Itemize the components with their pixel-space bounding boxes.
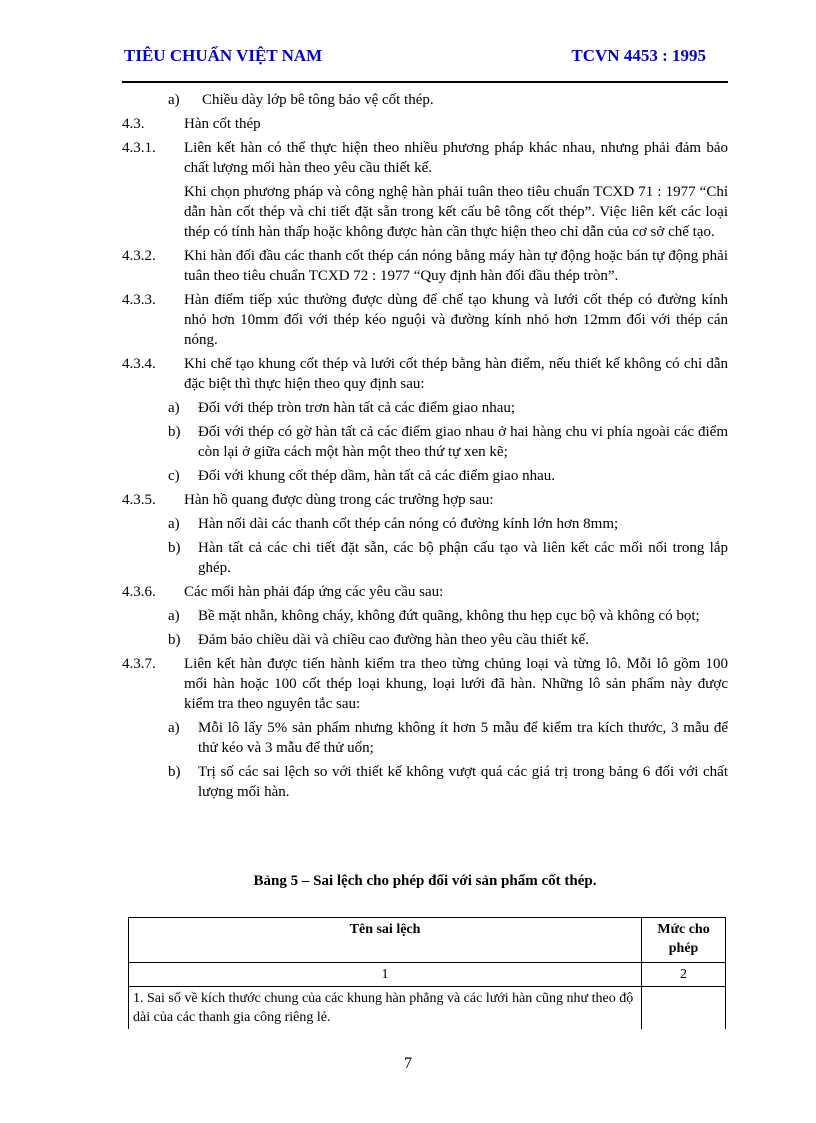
list-item (168, 90, 728, 110)
item-label: b) (168, 540, 181, 556)
page-number: 7 (404, 1055, 412, 1072)
clause-4-3-7 (122, 654, 728, 714)
item-text: Bề mặt nhẵn, không cháy, không đứt quãng, không thu hẹp cục bộ và không có bọt; (198, 608, 700, 624)
clause-4-3-3 (122, 290, 728, 350)
item-text: Hàn nối dài các thanh cốt thép cán nóng có đường kính lớn hơn 8mm; (198, 516, 619, 532)
table-title: Bảng 5 – Sai lệch cho phép đối với sản phẩm cốt thép. (253, 873, 597, 889)
list-item (168, 762, 728, 802)
page-header (122, 43, 728, 83)
item-text: Đối với khung cốt thép dầm, hàn tất cả các điểm giao nhau. (198, 468, 555, 484)
item-text: Hàn tất cả các chi tiết đặt sẵn, các bộ phận cấu tạo và liên kết các mối nối trong lắp ghép. (198, 540, 728, 576)
list-item (168, 514, 728, 534)
column-number: 1 (129, 963, 642, 987)
clause-text: Khi chế tạo khung cốt thép và lưới cốt thép bằng hàn điểm, nếu thiết kế không có chỉ dẫn đặc biệt thì thực hiện theo quy định sau: (184, 356, 728, 392)
table-cell (642, 987, 726, 1030)
column-number-row (129, 963, 726, 987)
item-label: a) (168, 400, 180, 416)
clause-number: 4.3.1. (122, 140, 156, 156)
list-item (168, 466, 728, 486)
table-header-cell: Mức cho phép (642, 918, 726, 963)
clause-text: Hàn hồ quang được dùng trong các trường hợp sau: (184, 492, 494, 508)
item-label: b) (168, 764, 181, 780)
table-header-row (129, 918, 726, 963)
clause-text: Các mối hàn phải đáp ứng các yêu cầu sau: (184, 584, 444, 600)
list-item (168, 398, 728, 418)
clause-4-3-4 (122, 354, 728, 394)
clause-4-3-6 (122, 582, 728, 602)
list-item (168, 606, 728, 626)
clause-text: Hàn điểm tiếp xúc thường được dùng để chế tạo khung và lưới cốt thép có đường kính nhỏ hơn 10mm đối với thép kéo nguội và đường kính nhỏ hơn 12mm đối với thép cán nóng. (184, 292, 728, 348)
clause-continuation: Khi chọn phương pháp và công nghệ hàn phải tuân theo tiêu chuẩn TCXD 71 : 1977 “Chỉ dẫn hàn cốt thép và chi tiết đặt sẵn trong kết cấu bê tông cốt thép”. Việc liên kết các loại thép có tính hàn thấp hoặc không được hàn cần thực hiện theo chỉ dẫn của cơ sở chế tạo. (184, 184, 728, 240)
section-title: Hàn cốt thép (184, 116, 261, 132)
clause-4-3-5 (122, 490, 728, 510)
item-label: b) (168, 632, 181, 648)
clause-number: 4.3.7. (122, 656, 156, 672)
clause-text: Liên kết hàn có thể thực hiện theo nhiều phương pháp khác nhau, nhưng phải đảm bảo chất lượng mối hàn theo yêu cầu thiết kế. (184, 140, 728, 176)
item-label: c) (168, 468, 180, 484)
clause-4-3-1 (122, 138, 728, 178)
table-header-cell: Tên sai lệch (129, 918, 642, 963)
item-text: Mỗi lô lấy 5% sản phẩm nhưng không ít hơn 5 mẫu để kiểm tra kích thước, 3 mẫu để thử kéo và 3 mẫu để thử uốn; (198, 720, 728, 756)
item-label: b) (168, 424, 181, 440)
item-label: a) (168, 608, 180, 624)
document-body (122, 90, 728, 806)
section-heading (122, 114, 728, 134)
list-item (168, 422, 728, 462)
item-label: a) (168, 516, 180, 532)
column-number: 2 (642, 963, 726, 987)
item-text: Chiều dày lớp bê tông bảo vệ cốt thép. (202, 92, 434, 108)
item-text: Đối với thép có gờ hàn tất cả các điểm giao nhau ở hai hàng chu vi phía ngoài các điểm còn lại ở giữa cách một hàn một theo thứ tự xen kẽ; (198, 424, 728, 460)
item-text: Đối với thép tròn trơn hàn tất cả các điểm giao nhau; (198, 400, 516, 416)
section-number: 4.3. (122, 116, 145, 132)
list-item (168, 718, 728, 758)
standard-code: TCVN 4453 : 1995 (571, 46, 706, 65)
clause-number: 4.3.5. (122, 492, 156, 508)
item-label: a) (168, 720, 180, 736)
clause-number: 4.3.4. (122, 356, 156, 372)
clause-text: Liên kết hàn được tiến hành kiểm tra theo từng chủng loại và từng lô. Mỗi lô gồm 100 mối hàn hoặc 100 cốt thép loại khung, loại lưới đã hàn. Những lô sản phẩm này được kiểm tra theo nguyên tắc sau: (184, 656, 728, 712)
table-cell: 1. Sai số về kích thước chung của các khung hàn phẳng và các lưới hàn cũng như theo độ dài của các thanh gia công riêng lẻ. (129, 987, 642, 1030)
list-item (168, 538, 728, 578)
clause-text: Khi hàn đối đầu các thanh cốt thép cán nóng bằng máy hàn tự động hoặc bán tự động phải tuân theo tiêu chuẩn TCXD 72 : 1977 “Quy định hàn đối đầu thép tròn”. (184, 248, 728, 284)
clause-number: 4.3.2. (122, 248, 156, 264)
clause-number: 4.3.3. (122, 292, 156, 308)
table-row (129, 987, 726, 1030)
item-text: Đảm bảo chiều dài và chiều cao đường hàn theo yêu cầu thiết kế. (198, 632, 589, 648)
item-text: Trị số các sai lệch so với thiết kế không vượt quá các giá trị trong bảng 6 đối với chất lượng mối hàn. (198, 764, 728, 800)
item-label: a) (168, 92, 180, 108)
clause-number: 4.3.6. (122, 584, 156, 600)
list-item (168, 630, 728, 650)
clause-4-3-2 (122, 246, 728, 286)
standard-name: TIÊU CHUẨN VIỆT NAM (124, 46, 323, 65)
tolerance-table (128, 917, 726, 1029)
